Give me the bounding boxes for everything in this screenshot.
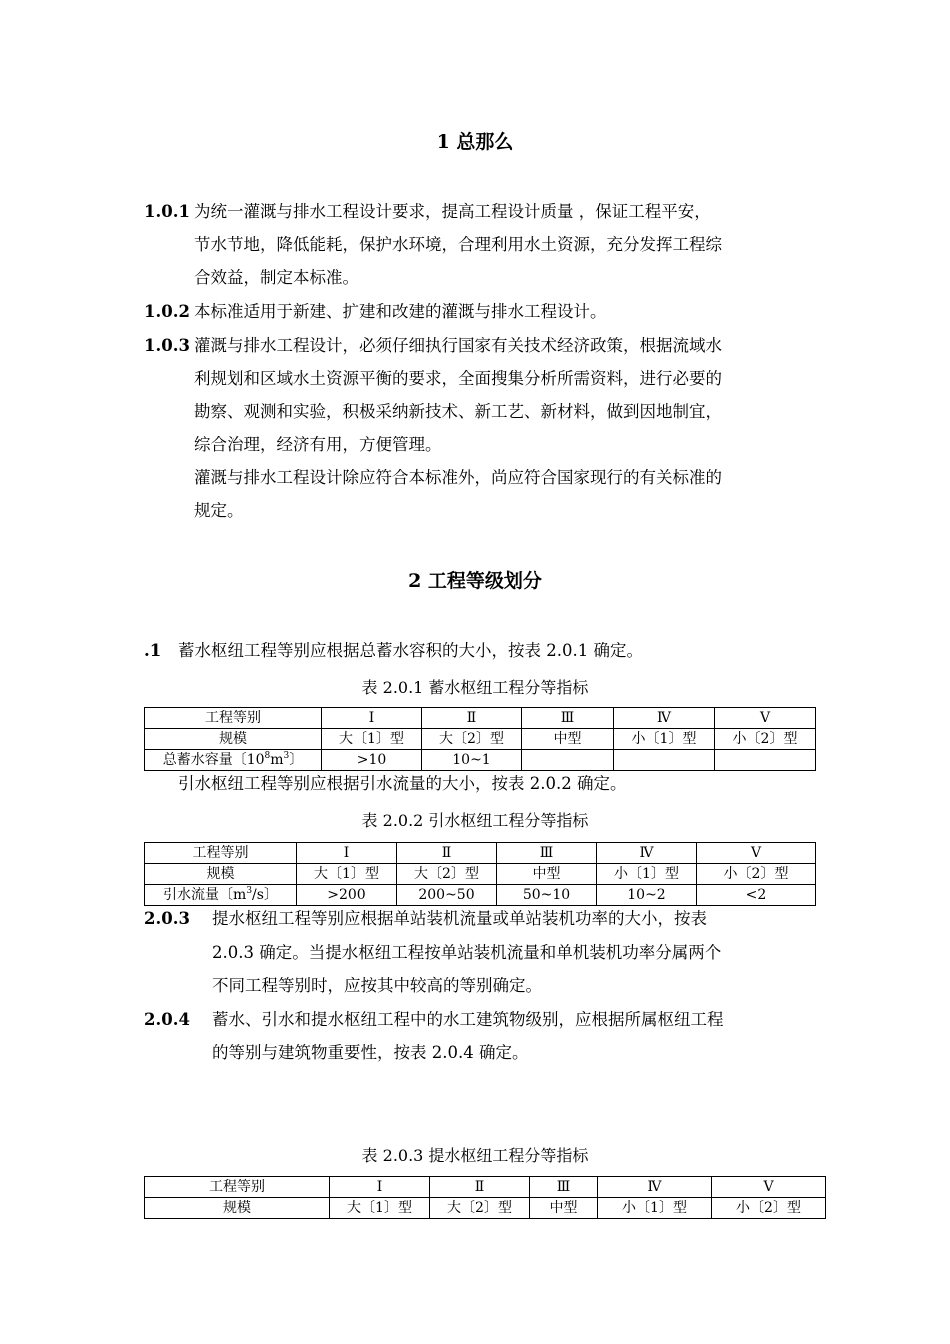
table-cell: I bbox=[330, 1177, 430, 1198]
clause-line: 本标准适用于新建、扩建和改建的灌溉与排水工程设计。 bbox=[194, 302, 607, 321]
table-row bbox=[145, 1177, 826, 1198]
table-row bbox=[145, 864, 816, 885]
cell-label: 引水流量〔m bbox=[163, 886, 247, 903]
table-cell: >200 bbox=[297, 885, 397, 906]
table-row bbox=[145, 729, 816, 750]
superscript: 3 bbox=[246, 885, 253, 896]
clause-line: 综合治理，经济有用，方便管理。 bbox=[194, 435, 442, 454]
table-cell: Ⅱ bbox=[422, 708, 522, 729]
table-cell: I bbox=[297, 843, 397, 864]
storage-hub-table bbox=[144, 707, 816, 771]
table-cell: 规模 bbox=[145, 729, 322, 750]
clause-line: 利规划和区域水土资源平衡的要求，全面搜集分析所需资料，进行必要的 bbox=[194, 369, 722, 388]
table-cell: Ⅳ bbox=[614, 708, 715, 729]
clause-number: 1.0.1 bbox=[144, 202, 190, 221]
table-caption: 表 2.0.3 提水枢纽工程分等指标 bbox=[361, 1146, 589, 1165]
table-cell: I bbox=[322, 708, 422, 729]
table-cell: 规模 bbox=[145, 864, 297, 885]
table-cell: 50~10 bbox=[497, 885, 597, 906]
clause-line: 灌溉与排水工程设计除应符合本标准外，尚应符合国家现行的有关标准的 bbox=[194, 468, 722, 487]
superscript: 3 bbox=[283, 750, 290, 761]
table-cell: V bbox=[697, 843, 816, 864]
table-cell: 工程等别 bbox=[145, 843, 297, 864]
clause-line: 灌溉与排水工程设计，必须仔细执行国家有关技术经济政策，根据流域水 bbox=[194, 336, 722, 355]
clause-number: 1.0.2 bbox=[144, 302, 190, 321]
clause-line: 2.0.3 确定。当提水枢纽工程按单站装机流量和单机装机功率分属两个 bbox=[212, 943, 722, 962]
table-cell: 中型 bbox=[497, 864, 597, 885]
table-cell: Ⅱ bbox=[430, 1177, 530, 1198]
clause-number: 1.0.3 bbox=[144, 336, 190, 355]
table-cell: 工程等别 bbox=[145, 1177, 330, 1198]
table-cell: 小〔1〕型 bbox=[598, 1198, 712, 1219]
table-cell: 工程等别 bbox=[145, 708, 322, 729]
diversion-hub-table bbox=[144, 842, 816, 906]
table-cell bbox=[614, 750, 715, 771]
clause-line: 的等别与建筑物重要性，按表 2.0.4 确定。 bbox=[212, 1043, 529, 1062]
unit-text: m bbox=[270, 751, 284, 768]
table-row bbox=[145, 708, 816, 729]
table-cell bbox=[715, 750, 816, 771]
table-cell: Ⅲ bbox=[497, 843, 597, 864]
table-cell: 10~1 bbox=[422, 750, 522, 771]
unit-text: 〕 bbox=[289, 751, 304, 768]
table-caption: 表 2.0.1 蓄水枢纽工程分等指标 bbox=[361, 678, 589, 697]
pumping-hub-table bbox=[144, 1176, 826, 1219]
table-cell: <2 bbox=[697, 885, 816, 906]
table-caption: 表 2.0.2 引水枢纽工程分等指标 bbox=[361, 811, 589, 830]
clause-line: 为统一灌溉与排水工程设计要求，提高工程设计质量 ，保证工程平安， bbox=[194, 202, 711, 221]
table-cell: 大〔2〕型 bbox=[397, 864, 497, 885]
table-row bbox=[145, 1198, 826, 1219]
clause-line: 蓄水、引水和提水枢纽工程中的水工建筑物级别，应根据所属枢纽工程 bbox=[212, 1010, 724, 1029]
clause-line: 蓄水枢纽工程等别应根据总蓄水容积的大小，按表 2.0.1 确定。 bbox=[178, 641, 643, 660]
table-cell: 规模 bbox=[145, 1198, 330, 1219]
table-cell: 中型 bbox=[530, 1198, 598, 1219]
table-cell: Ⅳ bbox=[598, 1177, 712, 1198]
clause-number: 2.0.3 bbox=[144, 909, 190, 928]
clause-line: 提水枢纽工程等别应根据单站装机流量或单站装机功率的大小，按表 bbox=[212, 909, 707, 928]
table-row bbox=[145, 843, 816, 864]
table-cell: 中型 bbox=[522, 729, 614, 750]
table-cell: 大〔1〕型 bbox=[322, 729, 422, 750]
clause-line: 不同工程等别时，应按其中较高的等别确定。 bbox=[212, 976, 542, 995]
clause-number: 2.0.4 bbox=[144, 1010, 190, 1029]
clause-line: 规定。 bbox=[194, 501, 244, 520]
unit-text: /s〕 bbox=[252, 886, 278, 903]
table-cell: 200~50 bbox=[397, 885, 497, 906]
table-cell: 大〔2〕型 bbox=[430, 1198, 530, 1219]
table-cell: 小〔2〕型 bbox=[697, 864, 816, 885]
table-cell: 10~2 bbox=[597, 885, 697, 906]
chapter-heading: 2 工程等级划分 bbox=[408, 570, 542, 592]
superscript: 8 bbox=[264, 750, 271, 761]
clause-line: 合效益，制定本标准。 bbox=[194, 268, 359, 287]
table-cell: 小〔2〕型 bbox=[715, 729, 816, 750]
table-cell: Ⅱ bbox=[397, 843, 497, 864]
table-cell: V bbox=[715, 708, 816, 729]
clause-line: 节水节地，降低能耗，保护水环境，合理利用水土资源，充分发挥工程综 bbox=[194, 235, 722, 254]
clause-line: 勘察、观测和实验，积极采纳新技术、新工艺、新材料，做到因地制宜， bbox=[194, 402, 722, 421]
table-cell: 小〔2〕型 bbox=[712, 1198, 826, 1219]
table-cell: 大〔1〕型 bbox=[330, 1198, 430, 1219]
table-cell: 小〔1〕型 bbox=[614, 729, 715, 750]
chapter-heading: 1 总那么 bbox=[436, 131, 514, 153]
table-cell: 小〔1〕型 bbox=[597, 864, 697, 885]
table-cell: V bbox=[712, 1177, 826, 1198]
cell-label: 总蓄水容量〔10 bbox=[162, 751, 265, 768]
table-cell: Ⅳ bbox=[597, 843, 697, 864]
table-cell: >10 bbox=[322, 750, 422, 771]
clause-number: .1 bbox=[144, 641, 162, 660]
table-cell: Ⅲ bbox=[530, 1177, 598, 1198]
table-cell: Ⅲ bbox=[522, 708, 614, 729]
table-cell: 大〔2〕型 bbox=[422, 729, 522, 750]
table-cell: 大〔1〕型 bbox=[297, 864, 397, 885]
clause-line: 引水枢纽工程等别应根据引水流量的大小，按表 2.0.2 确定。 bbox=[178, 774, 627, 793]
